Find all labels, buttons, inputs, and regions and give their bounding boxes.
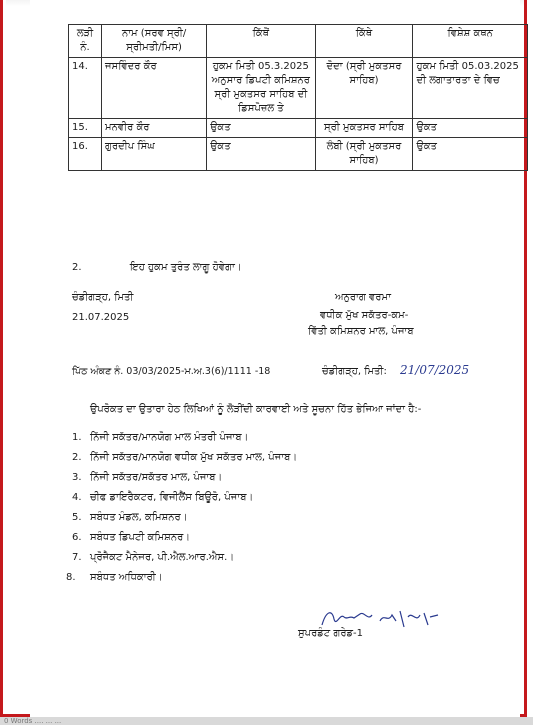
- recipient-text: ਸਬੰਧਤ ਮੰਡਲ, ਕਮਿਸ਼ਨਰ।: [90, 512, 188, 523]
- header-to: ਕਿੱਥੇ: [315, 25, 413, 58]
- recipient-number: 3.: [72, 472, 82, 483]
- cell-remark: ਉਕਤ: [413, 138, 528, 171]
- cell-serial: 16.: [69, 138, 102, 171]
- status-text: 0 Words .... ... ...: [4, 717, 62, 725]
- endorsement-number: ਪਿੱਠ ਅੰਕਣ ਨੰ. 03/03/2025-ਮ.ਅ.3(6)/1111 -18: [72, 366, 271, 377]
- endorsement-handwritten-date: 21/07/2025: [400, 363, 470, 377]
- endorsement-place: ਚੰਡੀਗੜ੍ਹ, ਮਿਤੀ:: [322, 366, 387, 377]
- recipient-text: ਨਿੱਜੀ ਸਕੱਤਰ/ਮਾਨਯੋਗ ਵਧੀਕ ਮੁੱਖ ਸਕੱਤਰ ਮਾਲ, ਪੰਜਾਬ।: [90, 452, 298, 463]
- bottom-status-strip: [0, 717, 533, 725]
- recipient-number: 2.: [72, 452, 82, 463]
- cell-serial: 14.: [69, 58, 102, 119]
- table-row: [69, 58, 528, 119]
- recipient-number: 5.: [72, 512, 82, 523]
- signatory-title-2: ਵਿੱਤੀ ਕਮਿਸ਼ਨਰ ਮਾਲ, ਪੰਜਾਬ: [308, 326, 414, 337]
- recipient-text: ਨਿੱਜੀ ਸਕੱਤਰ/ਸਕੱਤਰ ਮਾਲ, ਪੰਜਾਬ।: [90, 472, 223, 483]
- recipient-number: 8.: [66, 572, 76, 583]
- cell-to: ਲੰਬੀ (ਸ੍ਰੀ ਮੁਕਤਸਰ ਸਾਹਿਬ): [315, 138, 413, 171]
- signatory-title-1: ਵਧੀਕ ਮੁੱਖ ਸਕੱਤਰ-ਕਮ-: [320, 310, 409, 321]
- cell-from: ਹੁਕਮ ਮਿਤੀ 05.3.2025 ਅਨੁਸਾਰ ਡਿਪਟੀ ਕਮਿਸ਼ਨਰ ਸ੍ਰੀ ਮੁਕਤਸਰ ਸਾਹਿਬ ਦੀ ਡਿਸਪੋਜ਼ਲ ਤੇ: [207, 58, 315, 119]
- transfer-table: [68, 24, 528, 171]
- forward-text: ਉਪਰੋਕਤ ਦਾ ਉਤਾਰਾ ਹੇਠ ਲਿਖਿਆਂ ਨੂੰ ਲੋੜੀਂਦੀ ਕਾਰਵਾਈ ਅਤੇ ਸੂਚਨਾ ਹਿੱਤ ਭੇਜਿਆ ਜਾਂਦਾ ਹੈ:-: [90, 404, 422, 415]
- cell-remark: ਹੁਕਮ ਮਿਤੀ 05.03.2025 ਦੀ ਲਗਾਤਾਰਤਾ ਦੇ ਵਿਚ: [413, 58, 528, 119]
- recipient-number: 4.: [72, 492, 82, 503]
- cell-name: ਗੁਰਦੀਪ ਸਿੰਘ: [102, 138, 207, 171]
- recipient-number: 1.: [72, 432, 82, 443]
- header-from: ਕਿੱਥੋਂ: [207, 25, 315, 58]
- recipient-text: ਪ੍ਰੋਜੈਕਟ ਮੈਨੇਜਰ, ਪੀ.ਐਲ.ਆਰ.ਐਸ.।: [90, 552, 235, 563]
- cell-remark: ਉਕਤ: [413, 119, 528, 138]
- para2-text: ਇਹ ਹੁਕਮ ਤੁਰੰਤ ਲਾਗੂ ਹੋਵੇਗਾ।: [130, 262, 242, 273]
- cell-name: ਜਸਵਿੰਦਰ ਕੌਰ: [102, 58, 207, 119]
- issue-date: 21.07.2025: [72, 312, 130, 323]
- cell-serial: 15.: [69, 119, 102, 138]
- recipient-number: 6.: [72, 532, 82, 543]
- superintendent-title: ਸੁਪਰਡੰਟ ਗਰੇਡ-1: [298, 628, 364, 639]
- recipient-text: ਨਿੱਜੀ ਸਕੱਤਰ/ਮਾਨਯੋਗ ਮਾਲ ਮੰਤਰੀ ਪੰਜਾਬ।: [90, 432, 249, 443]
- recipient-text: ਸਬੰਧਤ ਅਧਿਕਾਰੀ।: [90, 572, 163, 583]
- cell-name: ਮਨਵੀਰ ਕੌਰ: [102, 119, 207, 138]
- para2-number: 2.: [72, 262, 82, 273]
- header-name: ਨਾਮ (ਸਰਵ ਸ੍ਰੀ/ਸ੍ਰੀਮਤੀ/ਮਿਸ): [102, 25, 207, 58]
- cell-to: ਸ੍ਰੀ ਮੁਕਤਸਰ ਸਾਹਿਬ: [315, 119, 413, 138]
- table-row: [69, 119, 528, 138]
- cell-from: ਉਕਤ: [207, 138, 315, 171]
- recipient-text: ਸਬੰਧਤ ਡਿਪਟੀ ਕਮਿਸ਼ਨਰ।: [90, 532, 191, 543]
- table-header-row: [69, 25, 528, 58]
- cell-from: ਉਕਤ: [207, 119, 315, 138]
- header-serial: ਲੜੀ ਨੰ.: [69, 25, 102, 58]
- place-label: ਚੰਡੀਗੜ੍ਹ, ਮਿਤੀ: [72, 292, 134, 303]
- cell-to: ਦੋਦਾ (ਸ੍ਰੀ ਮੁਕਤਸਰ ਸਾਹਿਬ): [315, 58, 413, 119]
- header-remark: ਵਿਸ਼ੇਸ਼ ਕਥਨ: [413, 25, 528, 58]
- recipient-number: 7.: [72, 552, 82, 563]
- recipient-text: ਚੀਫ ਡਾਇਰੈਕਟਰ, ਵਿਜੀਲੈਂਸ ਬਿਊਰੋ, ਪੰਜਾਬ।: [90, 492, 254, 503]
- signatory-name: ਅਨੁਰਾਗ ਵਰਮਾ: [335, 292, 391, 303]
- document-page: [30, 0, 520, 717]
- table-row: [69, 138, 528, 171]
